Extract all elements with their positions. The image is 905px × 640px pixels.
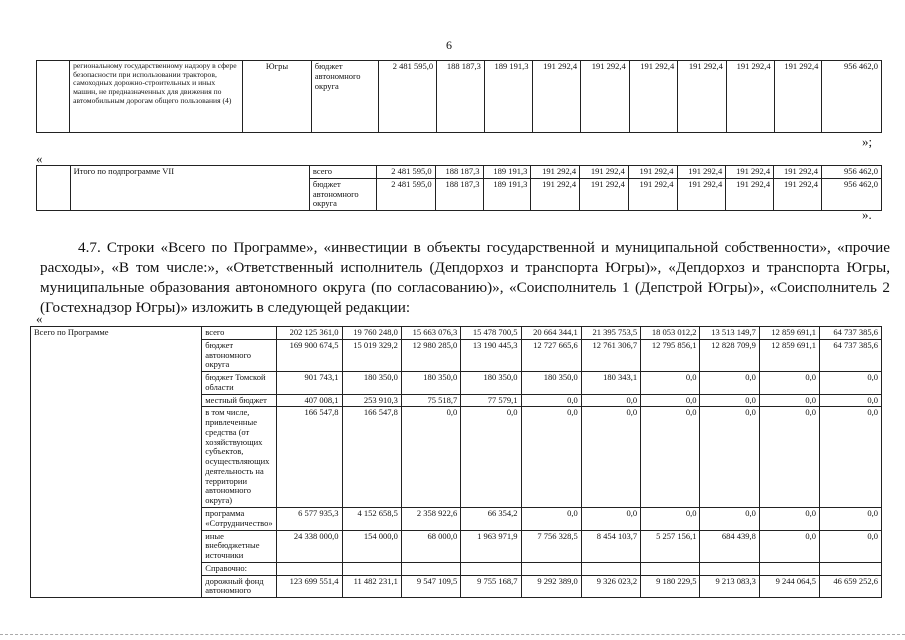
cell-value: 180 350,0 xyxy=(461,372,521,395)
cell-empty xyxy=(37,61,70,133)
cell-source: дорожный фонд автономного xyxy=(202,575,276,598)
cell-description: региональному государственному надзору в сфере безопасности при использовании тракторов, самоходных дорожно-строительных и иных машин, не предназначенных для движения по автомобильным дорогам общего пользования (4) xyxy=(70,61,243,133)
cell-value xyxy=(276,562,342,575)
cell-value: 0,0 xyxy=(521,508,581,531)
cell-value: 15 019 329,2 xyxy=(342,339,401,371)
cell-source: местный бюджет xyxy=(202,394,276,407)
cell-value: 166 547,8 xyxy=(276,407,342,508)
cell-value: 123 699 551,4 xyxy=(276,575,342,598)
cell-value: 0,0 xyxy=(401,407,460,508)
cell-value: 9 292 389,0 xyxy=(521,575,581,598)
cell-value: 191 292,4 xyxy=(774,61,822,133)
cell-value: 0,0 xyxy=(820,407,882,508)
cell-value: 9 755 168,7 xyxy=(461,575,521,598)
cell-value: 9 213 083,3 xyxy=(700,575,759,598)
cell-value: 8 454 103,7 xyxy=(581,530,640,562)
cell-value: 901 743,1 xyxy=(276,372,342,395)
cell-source: в том числе, привлеченные средства (от хозяйствующих субъектов, осуществляющих деятельность на территории автономного округа) xyxy=(202,407,276,508)
cell-value: 0,0 xyxy=(820,530,882,562)
cell-label: Итого по подпрограмме VII xyxy=(70,166,309,211)
closing-quote: ». xyxy=(862,207,872,222)
cell-value: 191 292,4 xyxy=(726,166,774,179)
cell-value: 189 191,3 xyxy=(484,61,532,133)
cell-value: 21 395 753,5 xyxy=(581,327,640,340)
cell-value: 0,0 xyxy=(759,394,819,407)
cell-value: 13 190 445,3 xyxy=(461,339,521,371)
cell-source: всего xyxy=(309,166,377,179)
cell-value: 956 462,0 xyxy=(821,178,881,210)
cell-value: 188 187,3 xyxy=(435,166,483,179)
cell-value: 0,0 xyxy=(820,394,882,407)
cell-value: 191 292,4 xyxy=(628,178,677,210)
cell-source: бюджет автономного округа xyxy=(309,178,377,210)
cell-value: 0,0 xyxy=(581,508,640,531)
cell-value: 64 737 385,6 xyxy=(820,327,882,340)
cell-value: 956 462,0 xyxy=(821,166,881,179)
cell-value: 12 859 691,1 xyxy=(759,327,819,340)
table-subprogram-total xyxy=(36,165,882,211)
cell-value: 2 358 922,6 xyxy=(401,508,460,531)
page-number: 6 xyxy=(446,38,452,52)
cell-value xyxy=(461,562,521,575)
cell-value: 6 577 935,3 xyxy=(276,508,342,531)
cell-source: бюджет автономного округа xyxy=(202,339,276,371)
cell-value: 2 481 595,0 xyxy=(377,178,435,210)
cell-value: 1 963 971,9 xyxy=(461,530,521,562)
cell-value: 253 910,3 xyxy=(342,394,401,407)
cell-value: 180 350,0 xyxy=(401,372,460,395)
cell-value: 64 737 385,6 xyxy=(820,339,882,371)
cell-value: 0,0 xyxy=(641,508,700,531)
closing-quote: »; xyxy=(862,134,873,149)
cell-value: 0,0 xyxy=(641,407,700,508)
cell-value: 12 727 665,6 xyxy=(521,339,581,371)
cell-value: 0,0 xyxy=(581,407,640,508)
cell-value: 191 292,4 xyxy=(532,61,581,133)
cell-value: 75 518,7 xyxy=(401,394,460,407)
cell-value: 0,0 xyxy=(759,530,819,562)
cell-value: 684 439,8 xyxy=(700,530,759,562)
cell-value: 188 187,3 xyxy=(437,61,485,133)
cell-value: 12 859 691,1 xyxy=(759,339,819,371)
cell-value: 12 980 285,0 xyxy=(401,339,460,371)
cell-source: всего xyxy=(202,327,276,340)
cell-value xyxy=(820,562,882,575)
cell-value: 0,0 xyxy=(521,394,581,407)
table-program-total xyxy=(30,326,882,598)
cell-value: 0,0 xyxy=(461,407,521,508)
cell-value xyxy=(581,562,640,575)
cell-value: 13 513 149,7 xyxy=(700,327,759,340)
cell-value: 12 761 306,7 xyxy=(581,339,640,371)
page-edge-line xyxy=(0,634,905,635)
cell-value: 191 292,4 xyxy=(726,178,774,210)
cell-value xyxy=(401,562,460,575)
cell-value: 0,0 xyxy=(759,407,819,508)
cell-value: 12 828 709,9 xyxy=(700,339,759,371)
cell-value: 191 292,4 xyxy=(677,166,726,179)
cell-value: 20 664 344,1 xyxy=(521,327,581,340)
cell-value: 191 292,4 xyxy=(678,61,727,133)
cell-value: 0,0 xyxy=(700,508,759,531)
cell-source: иные внебюджетные источники xyxy=(202,530,276,562)
cell-value: 407 008,1 xyxy=(276,394,342,407)
cell-value xyxy=(759,562,819,575)
cell-value: 7 756 328,5 xyxy=(521,530,581,562)
cell-value: 66 354,2 xyxy=(461,508,521,531)
cell-value: 189 191,3 xyxy=(483,178,531,210)
cell-value: 15 478 700,5 xyxy=(461,327,521,340)
cell-value: 9 244 064,5 xyxy=(759,575,819,598)
cell-value: 166 547,8 xyxy=(342,407,401,508)
cell-value: 191 292,4 xyxy=(774,178,822,210)
cell-value: 0,0 xyxy=(759,372,819,395)
cell-value xyxy=(700,562,759,575)
cell-value: 191 292,4 xyxy=(629,61,678,133)
cell-value: 77 579,1 xyxy=(461,394,521,407)
cell-value: 180 343,1 xyxy=(581,372,640,395)
cell-value: 180 350,0 xyxy=(521,372,581,395)
cell-value: 180 350,0 xyxy=(342,372,401,395)
cell-value: 0,0 xyxy=(700,372,759,395)
cell-source: бюджет автономного округа xyxy=(311,61,378,133)
cell-value: 24 338 000,0 xyxy=(276,530,342,562)
cell-value: 189 191,3 xyxy=(483,166,531,179)
cell-value: 9 326 023,2 xyxy=(581,575,640,598)
table-subprogram-row xyxy=(36,60,882,133)
opening-quote: « xyxy=(36,311,43,326)
cell-value: 0,0 xyxy=(820,508,882,531)
cell-value: 191 292,4 xyxy=(531,166,580,179)
cell-value xyxy=(641,562,700,575)
cell-source: Справочно: xyxy=(202,562,276,575)
cell-value: 15 663 076,3 xyxy=(401,327,460,340)
cell-value: 0,0 xyxy=(759,508,819,531)
cell-value: 12 795 856,1 xyxy=(641,339,700,371)
cell-source: бюджет Томской области xyxy=(202,372,276,395)
cell-value: 0,0 xyxy=(581,394,640,407)
cell-value: 68 000,0 xyxy=(401,530,460,562)
cell-value: 0,0 xyxy=(700,407,759,508)
opening-quote: « xyxy=(36,151,43,166)
cell-value: 202 125 361,0 xyxy=(276,327,342,340)
cell-value: 191 292,4 xyxy=(580,178,629,210)
cell-value xyxy=(521,562,581,575)
cell-value: 9 547 109,5 xyxy=(401,575,460,598)
cell-value: 0,0 xyxy=(641,394,700,407)
cell-empty xyxy=(37,166,71,211)
cell-value: 191 292,4 xyxy=(726,61,774,133)
cell-value: 46 659 252,6 xyxy=(820,575,882,598)
cell-value: 0,0 xyxy=(700,394,759,407)
cell-label: Всего по Программе xyxy=(31,327,202,598)
cell-value: 191 292,4 xyxy=(531,178,580,210)
cell-value xyxy=(342,562,401,575)
cell-value: 18 053 012,2 xyxy=(641,327,700,340)
cell-value: 11 482 231,1 xyxy=(342,575,401,598)
cell-value: 2 481 595,0 xyxy=(379,61,437,133)
cell-value: 191 292,4 xyxy=(628,166,677,179)
cell-value: 0,0 xyxy=(641,372,700,395)
cell-value: 956 462,0 xyxy=(822,61,882,133)
cell-source: программа «Сотрудничество» xyxy=(202,508,276,531)
cell-value: 191 292,4 xyxy=(581,61,630,133)
cell-value: 191 292,4 xyxy=(677,178,726,210)
cell-value: 191 292,4 xyxy=(774,166,822,179)
cell-value: 2 481 595,0 xyxy=(377,166,435,179)
cell-value: 169 900 674,5 xyxy=(276,339,342,371)
cell-value: 191 292,4 xyxy=(580,166,629,179)
cell-value: 5 257 156,1 xyxy=(641,530,700,562)
cell-value: 154 000,0 xyxy=(342,530,401,562)
cell-value: 4 152 658,5 xyxy=(342,508,401,531)
cell-value: 0,0 xyxy=(820,372,882,395)
cell-executor: Югры xyxy=(243,61,312,133)
cell-value: 19 760 248,0 xyxy=(342,327,401,340)
amendment-paragraph: 4.7. Строки «Всего по Программе», «инвестиции в объекты государственной и муниципальной собственности», «прочие расходы», «В том числе:», «Ответственный исполнитель (Депдорхоз и транспорта Югры)», «Депдорхоз и транспорта Югры, муниципальные образования автономного округа (по согласованию)», «Соисполнитель 1 (Депстрой Югры)», «Соисполнитель 2 (Гостехнадзор Югры)» изложить в следующей редакции: xyxy=(40,239,890,317)
cell-value: 9 180 229,5 xyxy=(641,575,700,598)
cell-value: 188 187,3 xyxy=(435,178,483,210)
cell-value: 0,0 xyxy=(521,407,581,508)
